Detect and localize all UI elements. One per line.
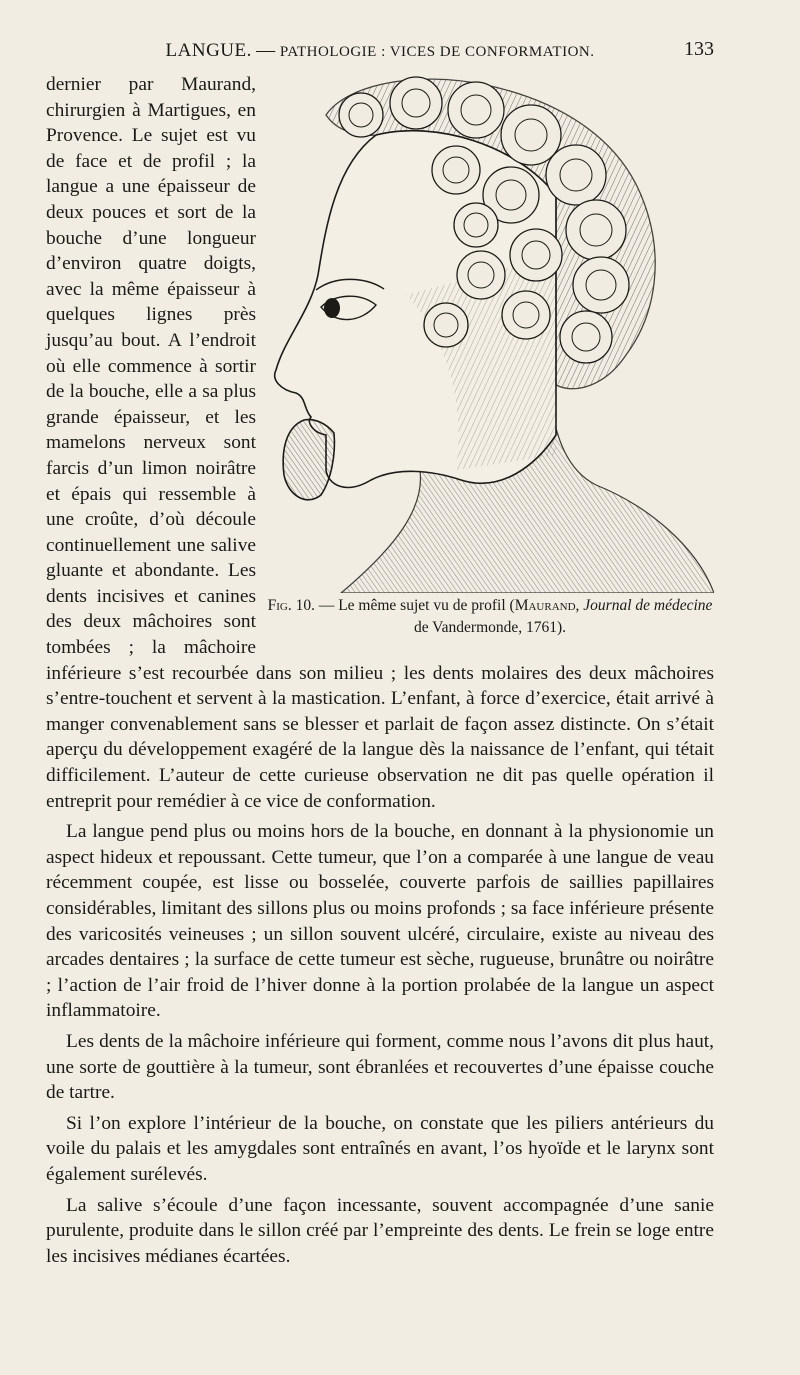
page-number: 133: [684, 38, 714, 60]
protruding-tongue: [283, 420, 334, 500]
caption-text-a: — Le même sujet vu de profil (: [314, 597, 515, 614]
figure-10: [266, 75, 714, 643]
caption-author: Maurand: [514, 597, 576, 614]
running-title: [46, 40, 714, 62]
paragraph-2: La langue pend plus ou moins hors de la bouche, en donnant à la physionomie un aspect hideux et repoussant. Cette tumeur, que l’on a comparée à une langue de veau récemment coupée, est lisse ou bosselée, couverte parfois de saillies papillaires considérables, limitant des sillons plus ou moins profonds ; sa face inférieure présente des varicosités veineuses ; un sillon souvent ulcéré, circulaire, existe au niveau des arcades dentaires ; la surface de cette tumeur est sèche, rugueuse, brunâtre ou noirâtre ; l’action de l’air froid de l’hiver donne à la portion prolabée de la langue un aspect inflammatoire.: [46, 821, 714, 1022]
caption-text-c: de Vandermonde, 1761).: [413, 619, 567, 636]
caption-text-b: ,: [575, 597, 584, 614]
paragraph-1: dernier par Maurand, chirurgien à Martigues, en Provence. Le sujet est vu de face et de profil ; la langue a une épaisseur de deux pouces et sort de la bouche d’une longueur d’environ quatre doigts, avec la même épaisseur à quelques lignes près jusqu’au bout. A l’endroit où elle commence à sortir de la bouche, elle a sa plus grande épaisseur, et les mamelons nerveux sont farcis d’un limon noirâtre et épais qui ressemble à une croûte, d’où découle continuellement une salive gluante et abondante. Les dents incisives et canines des deux mâchoires sont tombées ; la mâchoire inférieure s’est recourbée dans son milieu ; les dents molaires des deux mâchoires s’entre-touchent et servent à la mastication. L’enfant, à force d’exercice, était arrivé à manger convenablement sans se blesser et parlait de façon assez distincte. On s’était aperçu du développement exagéré de la langue dès la naissance de l’enfant, qui tétait difficilement. L’auteur de cette curieuse observation ne dit pas quelle opération il entreprit pour remédier à ce vice de conformation.: [46, 74, 714, 812]
caption-journal: Journal de médecine: [583, 597, 713, 614]
paragraph-3: Les dents de la mâchoire inférieure qui forment, comme nous l’avons dit plus haut, une sorte de gouttière à la tumeur, sont ébranlées et recouvertes d’une épaisse couche de tartre.: [46, 1030, 714, 1104]
engraving-profile-illustration: [266, 75, 714, 593]
header-subtitle: PATHOLOGIE : VICES DE CONFORMATION.: [279, 44, 595, 60]
figure-label: Fig. 10.: [267, 597, 315, 614]
header-section: LANGUE.: [165, 40, 252, 61]
paragraph-4: Si l’on explore l’intérieur de la bouche, on constate que les piliers antérieurs du voile du palais et les amygdales sont entraînés en avant, l’os hyoïde et le larynx sont également surélevés.: [46, 1112, 714, 1185]
paragraph-5: La salive s’écoule d’une façon incessante, souvent accompagnée d’une sanie purulente, produite dans le sillon créé par l’empreinte des dents. Le frein se loge entre les incisives médianes écartées.: [46, 1194, 714, 1267]
figure-caption: [266, 595, 714, 639]
header-dash: —: [256, 40, 276, 61]
running-header: [46, 38, 714, 64]
main-text: [46, 72, 714, 1269]
